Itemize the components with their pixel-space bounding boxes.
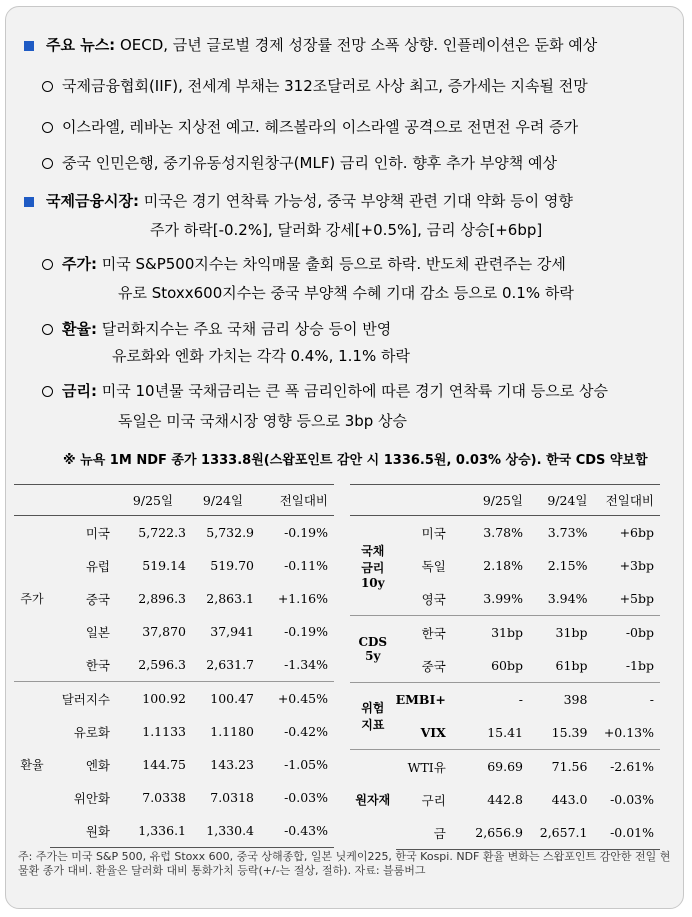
cell-value: 2,896.3 <box>138 591 186 606</box>
row-label: 영국 <box>421 591 446 607</box>
cell-value: 442.8 <box>487 792 524 807</box>
group-label: 원자재 <box>350 750 396 850</box>
table-row <box>14 781 334 814</box>
cell-value: 2.15% <box>547 558 588 573</box>
cell-value: -0.19% <box>284 525 328 540</box>
row-label: 중국 <box>421 658 446 674</box>
cell-value: +3bp <box>619 558 654 573</box>
row-label: EMBI+ <box>396 683 456 717</box>
cell-value: 143.23 <box>210 757 254 772</box>
cell-value: +6bp <box>619 525 654 540</box>
row-label: 엔화 <box>85 757 110 773</box>
circle-bullet-icon <box>42 259 53 270</box>
row-label: 미국 <box>85 525 110 541</box>
circle-bullet-icon <box>42 324 53 335</box>
col-header: 전일대비 <box>593 485 660 516</box>
fx-item: 환율: 달러화지수는 주요 국채 금리 상승 등이 반영 <box>62 320 392 338</box>
stock-sub: 유로 Stoxx600지수는 중국 부양책 수혜 기대 감소 등으로 0.1% 하락 <box>118 284 574 302</box>
cell-value: -0.43% <box>260 814 334 848</box>
group-label: 주가 <box>20 592 44 606</box>
table-row <box>14 748 334 781</box>
table-header-row <box>14 485 334 516</box>
cell-value: 3.99% <box>483 591 524 606</box>
table-row <box>350 516 660 550</box>
cell-value: -0.03% <box>610 792 654 807</box>
row-label: 구리 <box>421 792 446 808</box>
cell-value: -0.19% <box>284 624 328 639</box>
cell-value: -0.11% <box>284 558 328 573</box>
cell-value: 443.0 <box>551 792 588 807</box>
group-label: 국채 금리 10y <box>360 543 385 590</box>
cell-value: 1,336.1 <box>120 814 192 848</box>
market-summary: 주가 하락[-0.2%], 달러화 강세[+0.5%], 금리 상승[+6bp] <box>150 221 543 239</box>
row-label: 독일 <box>421 558 446 574</box>
cell-value: 2,657.1 <box>529 816 593 850</box>
table-row <box>14 715 334 748</box>
row-label: WTI유 <box>396 750 456 784</box>
table-row <box>14 814 334 848</box>
row-label: 원화 <box>50 814 120 848</box>
cell-value: 3.73% <box>547 525 588 540</box>
news-headline: 주요 뉴스: OECD, 금년 글로벌 경제 성장률 전망 소폭 상향. 인플레이션은 둔화 예상 <box>46 36 598 54</box>
cell-value: -0.42% <box>284 724 328 739</box>
cell-value: -0.01% <box>593 816 660 850</box>
cell-value: 1,330.4 <box>192 814 260 848</box>
cell-value: +5bp <box>619 591 654 606</box>
stock-item: 주가: 미국 S&P500지수는 차익매물 출회 등으로 하락. 반도체 관련주는 강세 <box>62 255 566 273</box>
cell-value: 60bp <box>491 658 524 673</box>
col-header: 9/25일 <box>456 485 529 516</box>
cell-value: +0.45% <box>260 682 334 716</box>
news-item: 이스라엘, 레바논 지상전 예고. 헤즈볼라의 이스라엘 공격으로 전면전 우려 증가 <box>62 118 579 136</box>
row-label: 금 <box>396 816 456 850</box>
ndf-note: ※ 뉴욕 1M NDF 종가 1333.8원(스왑포인트 감안 시 1336.5원, 0.03% 상승). 한국 CDS 약보합 <box>63 453 648 468</box>
row-label: 중국 <box>85 591 110 607</box>
group-label: 환율 <box>14 682 50 848</box>
group-label: 위험 지표 <box>350 683 396 750</box>
row-label: 일본 <box>85 624 110 640</box>
table-row <box>350 783 660 816</box>
right-market-table <box>350 484 660 850</box>
col-header: 9/24일 <box>192 485 260 516</box>
cell-value: - <box>456 683 529 717</box>
circle-bullet-icon <box>42 386 53 397</box>
cell-value: 37,870 <box>142 624 186 639</box>
row-label: 유로화 <box>73 724 110 740</box>
cell-value: 5,732.9 <box>206 525 254 540</box>
table-row <box>14 648 334 682</box>
table-header-row <box>350 485 660 516</box>
table-row <box>350 649 660 683</box>
cell-value: 2.18% <box>483 558 524 573</box>
table-row <box>14 516 334 550</box>
cell-value: 3.78% <box>483 525 524 540</box>
table-row <box>14 682 334 716</box>
cell-value: 3.94% <box>547 591 588 606</box>
cell-value: 398 <box>529 683 593 717</box>
cell-value: -0bp <box>593 616 660 650</box>
table-row <box>14 615 334 648</box>
cell-value: 2,656.9 <box>456 816 529 850</box>
fx-sub: 유로화와 엔화 가치는 각각 0.4%, 1.1% 하락 <box>112 347 410 365</box>
cell-value: 1.1180 <box>210 724 254 739</box>
square-bullet-icon <box>24 41 34 51</box>
cell-value: 69.69 <box>456 750 529 784</box>
table-row <box>350 582 660 616</box>
table-row <box>350 616 660 650</box>
cell-value: 144.75 <box>142 757 186 772</box>
cell-value: 31bp <box>456 616 529 650</box>
cell-value: 15.39 <box>551 725 588 740</box>
group-label: CDS 5y <box>350 616 396 683</box>
cell-value: -1.34% <box>284 657 328 672</box>
cell-value: 7.0338 <box>142 790 186 805</box>
cell-value: 15.41 <box>487 725 524 740</box>
col-header: 9/24일 <box>529 485 593 516</box>
cell-value: 37,941 <box>210 624 254 639</box>
cell-value: +0.13% <box>603 725 654 740</box>
table-row <box>14 582 334 615</box>
table-row <box>350 549 660 582</box>
cell-value: 2,596.3 <box>138 657 186 672</box>
row-label: 위안화 <box>73 790 110 806</box>
row-label: 유럽 <box>85 558 110 574</box>
table-row <box>350 716 660 750</box>
circle-bullet-icon <box>42 81 53 92</box>
cell-value: 5,722.3 <box>138 525 186 540</box>
table-row <box>350 816 660 850</box>
cell-value: 1.1133 <box>142 724 186 739</box>
row-label: VIX <box>420 725 446 740</box>
cell-value: 2,631.7 <box>206 657 254 672</box>
cell-value: 2,863.1 <box>206 591 254 606</box>
row-label: 한국 <box>85 657 110 673</box>
table-row <box>14 549 334 582</box>
row-label: 미국 <box>421 525 446 541</box>
cell-value: -0.03% <box>284 790 328 805</box>
cell-value: 31bp <box>529 616 593 650</box>
left-market-table <box>14 484 334 848</box>
cell-value: 100.92 <box>120 682 192 716</box>
square-bullet-icon <box>24 197 34 207</box>
circle-bullet-icon <box>42 158 53 169</box>
col-header: 전일대비 <box>260 485 334 516</box>
table-row <box>350 750 660 784</box>
row-label: 한국 <box>396 616 456 650</box>
market-headline: 국제금융시장: 미국은 경기 연착륙 가능성, 중국 부양책 관련 기대 약화 등이 영향 <box>46 192 573 210</box>
table-row <box>350 683 660 717</box>
cell-value: 519.14 <box>142 558 186 573</box>
cell-value: +1.16% <box>277 591 328 606</box>
cell-value: 71.56 <box>529 750 593 784</box>
cell-value: 519.70 <box>210 558 254 573</box>
row-label: 달러지수 <box>50 682 120 716</box>
cell-value: -1bp <box>625 658 654 673</box>
footnote: 주: 주가는 미국 S&P 500, 유럽 Stoxx 600, 중국 상해종합, 일본 닛케이225, 한국 Kospi. NDF 환율 변화는 스왑포인트 감안한 전일 현물환 종가 대비. 환율은 달러화 대비 통화가치 등락(+/-는 절상, 절하). 자료: 블룸버그 <box>18 850 671 877</box>
cell-value: 61bp <box>555 658 588 673</box>
cell-value: -2.61% <box>593 750 660 784</box>
cell-value: - <box>593 683 660 717</box>
news-item: 중국 인민은행, 중기유동성지원창구(MLF) 금리 인하. 향후 추가 부양책 예상 <box>62 154 558 172</box>
circle-bullet-icon <box>42 122 53 133</box>
rate-item: 금리: 미국 10년물 국채금리는 큰 폭 금리인하에 따른 경기 연착륙 기대 등으로 상승 <box>62 382 608 400</box>
cell-value: 7.0318 <box>210 790 254 805</box>
col-header: 9/25일 <box>120 485 192 516</box>
cell-value: 100.47 <box>192 682 260 716</box>
cell-value: -1.05% <box>284 757 328 772</box>
news-item: 국제금융협회(IIF), 전세계 부채는 312조달러로 사상 최고, 증가세는 지속될 전망 <box>62 77 588 95</box>
rate-sub: 독일은 미국 국채시장 영향 등으로 3bp 상승 <box>118 412 408 430</box>
